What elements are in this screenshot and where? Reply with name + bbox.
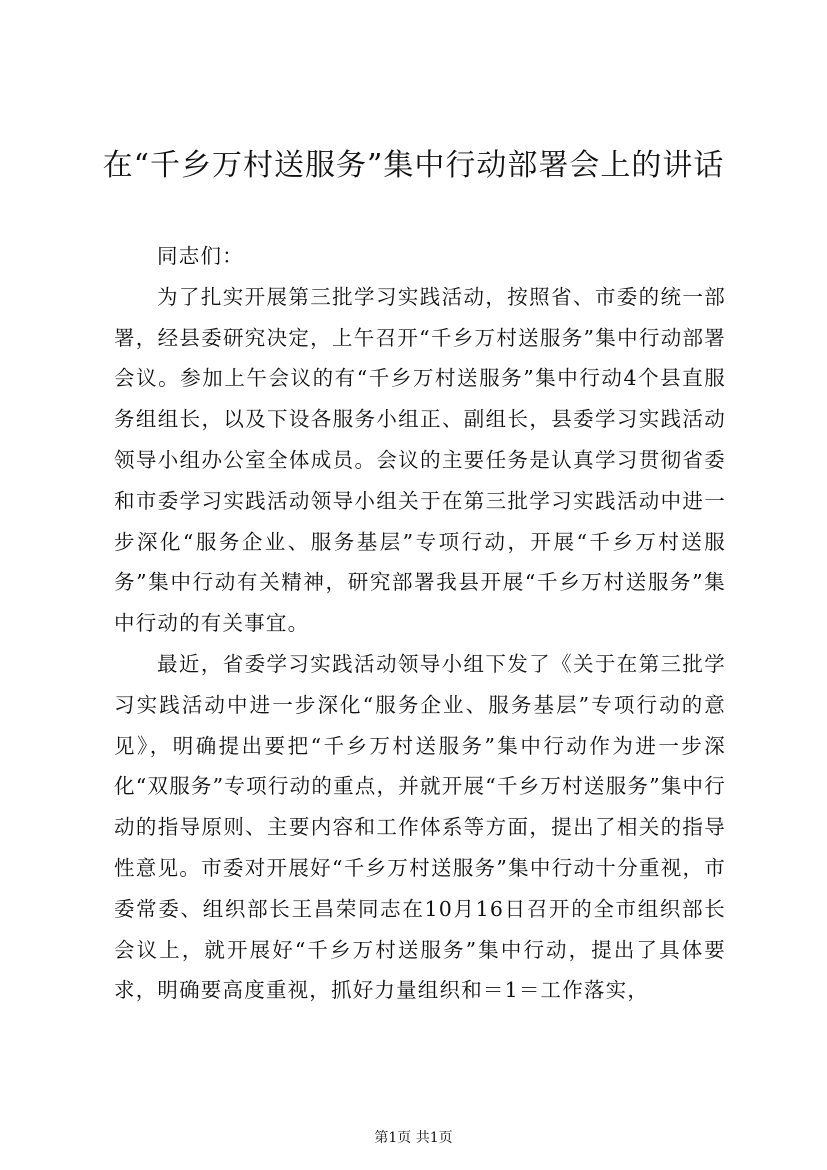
salutation: 同志们： <box>157 244 244 268</box>
document-body <box>114 236 726 1011</box>
paragraph-2: 最近，省委学习实践活动领导小组下发了《关于在第三批学习实践活动中进一步深化“服务企业、服务基层”专项行动的意见》，明确提出要把“千乡万村送服务”集中行动作为进一步深化“双服务”专项行动的重点，并就开展“千乡万村送服务”集中行动的指导原则、主要内容和工作体系等方面，提出了相关的指导性意见。市委对开展好“千乡万村送服务”集中行动十分重视，市委常委、组织部长王昌荣同志在10月16日召开的全市组织部长会议上，就开展好“千乡万村送服务”集中行动，提出了具体要求，明确要高度重视，抓好力量组织和＝1＝工作落实， <box>114 651 726 1003</box>
document-title: 在“千乡万村送服务”集中行动部署会上的讲话 <box>102 148 725 183</box>
page-footer: 第1页 共1页 <box>374 1130 453 1146</box>
paragraph-1: 为了扎实开展第三批学习实践活动，按照省、市委的统一部署，经县委研究决定，上午召开“千乡万村送服务”集中行动部署会议。参加上午会议的有“千乡万村送服务”集中行动4个县直服务组组长，以及下设各服务小组正、副组长，县委学习实践活动领导小组办公室全体成员。会议的主要任务是认真学习贯彻省委和市委学习实践活动领导小组关于在第三批学习实践活动中进一步深化“服务企业、服务基层”专项行动，开展“千乡万村送服务”集中行动有关精神，研究部署我县开展“千乡万村送服务”集中行动的有关事宜。 <box>114 284 726 636</box>
